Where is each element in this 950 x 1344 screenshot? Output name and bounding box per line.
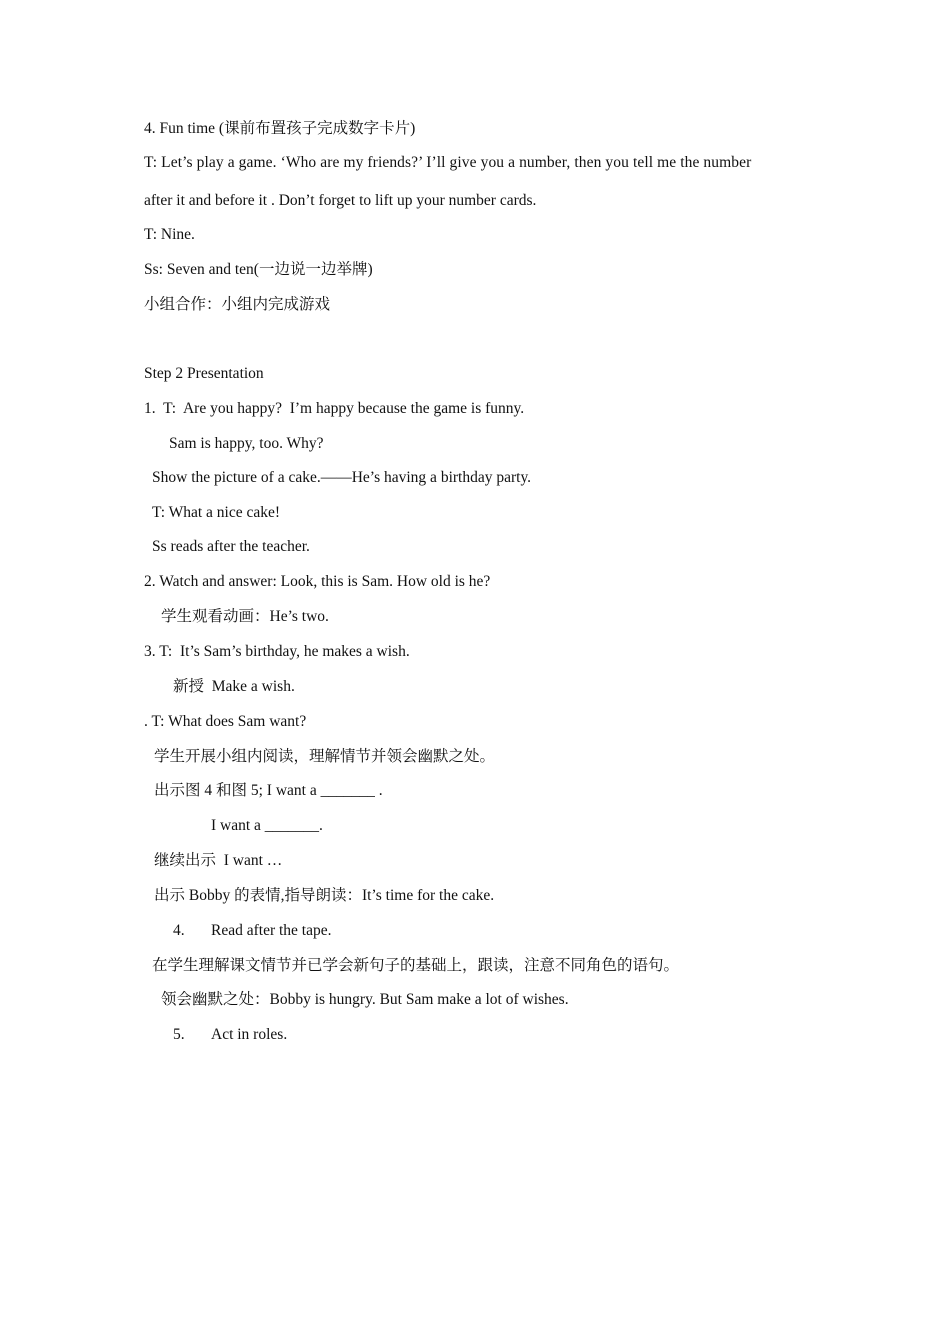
read-after-tape-line: Read after the tape. bbox=[211, 922, 332, 939]
students-read-line: Ss reads after the teacher. bbox=[152, 538, 310, 555]
item-4-number: 4. bbox=[173, 922, 185, 939]
humor-point-line: 领会幽默之处：Bobby is hungry. But Sam make a lot of wishes. bbox=[161, 991, 569, 1008]
watch-animation-line: 学生观看动画：He’s two. bbox=[161, 608, 329, 625]
presentation-item-1: 1. T: Are you happy? I’m happy because the game is funny. bbox=[144, 400, 525, 417]
students-response: Ss: Seven and ten(一边说一边举牌) bbox=[144, 261, 373, 278]
what-does-sam-want-line: . T: What does Sam want? bbox=[144, 713, 307, 730]
teacher-line-nine: T: Nine. bbox=[144, 226, 195, 243]
show-cake-line: Show the picture of a cake.——He’s having a birthday party. bbox=[152, 469, 532, 486]
show-picture-line: 出示图 4 和图 5; I want a _______ . bbox=[154, 782, 383, 799]
continue-show-line: 继续出示 I want … bbox=[154, 852, 283, 869]
sam-happy-line: Sam is happy, too. Why? bbox=[169, 435, 324, 452]
teacher-instruction-line-1: T: Let’s play a game. ‘Who are my friends?’ I’ll give you a number, then you tell me the number bbox=[144, 154, 752, 171]
i-want-blank-line: I want a _______. bbox=[211, 817, 323, 834]
nice-cake-line: T: What a nice cake! bbox=[152, 504, 281, 521]
teacher-instruction-line-2: after it and before it . Don’t forget to lift up your number cards. bbox=[144, 192, 537, 209]
act-in-roles-line: Act in roles. bbox=[211, 1026, 288, 1043]
follow-reading-line: 在学生理解课文情节并已学会新句子的基础上，跟读，注意不同角色的语句。 bbox=[152, 957, 680, 974]
presentation-item-2: 2. Watch and answer: Look, this is Sam. How old is he? bbox=[144, 573, 491, 590]
fun-time-heading: 4. Fun time (课前布置孩子完成数字卡片) bbox=[144, 120, 416, 137]
step-2-heading: Step 2 Presentation bbox=[144, 365, 264, 382]
new-teaching-line: 新授 Make a wish. bbox=[173, 678, 295, 695]
group-reading-line: 学生开展小组内阅读，理解情节并领会幽默之处。 bbox=[154, 748, 496, 765]
bobby-expression-line: 出示 Bobby 的表情,指导朗读：It’s time for the cake. bbox=[154, 887, 495, 904]
group-work-note: 小组合作：小组内完成游戏 bbox=[144, 296, 331, 313]
item-5-number: 5. bbox=[173, 1026, 185, 1043]
presentation-item-3: 3. T: It’s Sam’s birthday, he makes a wish. bbox=[144, 643, 410, 660]
